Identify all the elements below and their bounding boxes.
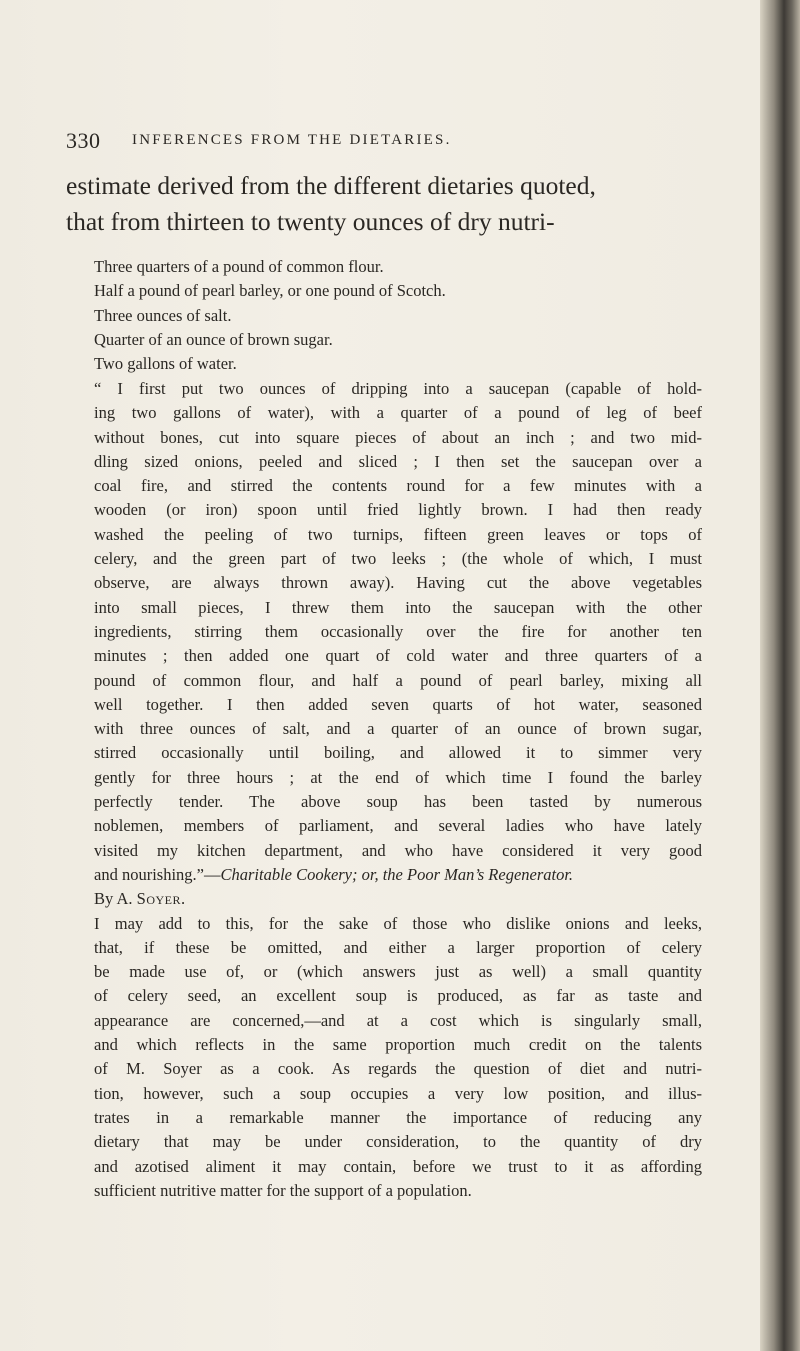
quote-line: into small pieces, I threw them into the saucepan with the other — [94, 597, 702, 617]
quote-line: well together. I then added seven quarts of hot water, seasoned — [94, 694, 702, 714]
quote-line: washed the peeling of two turnips, fifteen green leaves or tops of — [94, 524, 702, 544]
quote-line: “ I first put two ounces of dripping into a saucepan (capable of hold- — [94, 379, 702, 398]
page-number: 330 — [66, 128, 101, 153]
ingredient-item: Two gallons of water. — [94, 354, 237, 374]
author-prefix: By A. — [94, 889, 137, 909]
quote-line: ing two gallons of water), with a quarter of a pound of leg of beef — [94, 403, 702, 423]
quote-line: ingredients, stirring them occasionally over the fire for another ten — [94, 621, 702, 641]
ingredient-item: Three ounces of salt. — [94, 305, 232, 325]
closing-line: that, if these be omitted, and either a larger proportion of celery — [94, 937, 702, 957]
ingredient-list — [94, 255, 714, 376]
quote-line: observe, are always thrown away). Having cut the above vegetables — [94, 573, 702, 593]
quote-line: without bones, cut into square pieces of about an inch ; and two mid- — [94, 427, 702, 447]
closing-line: tion, however, such a soup occupies a very low position, and illus- — [94, 1083, 702, 1103]
source-title: Charitable Cookery; or, the Poor Man’s Regenerator. — [220, 864, 574, 884]
quote-line: noblemen, members of parliament, and several ladies who have lately — [94, 816, 702, 836]
attribution-line — [94, 863, 702, 887]
running-head — [66, 128, 706, 152]
closing-line: of celery seed, an excellent soup is produced, as far as taste and — [94, 986, 702, 1006]
closing-line: and azotised aliment it may contain, before we trust to it as affording — [94, 1156, 702, 1176]
quote-line: stirred occasionally until boiling, and allowed it to simmer very — [94, 743, 702, 763]
ingredient-item: Three quarters of a pound of common flour. — [94, 257, 384, 276]
closing-line: appearance are concerned,—and at a cost which is singularly small, — [94, 1010, 702, 1030]
attribution-prefix: and nourishing.”— — [94, 864, 221, 884]
quote-line: with three ounces of salt, and a quarter of an ounce of brown sugar, — [94, 719, 702, 739]
ingredient-item: Quarter of an ounce of brown sugar. — [94, 329, 333, 349]
quote-line: pound of common flour, and half a pound of pearl barley, mixing all — [94, 670, 702, 690]
quote-line: gently for three hours ; at the end of which time I found the barley — [94, 767, 702, 787]
lead-line: that from thirteen to twenty ounces of dry nutri- — [66, 207, 555, 236]
quote-line: wooden (or iron) spoon until fried lightly brown. I had then ready — [94, 500, 702, 520]
quoted-recipe — [94, 377, 702, 912]
closing-line: dietary that may be under consideration, to the quantity of dry — [94, 1132, 702, 1152]
running-title: INFERENCES FROM THE DIETARIES. — [132, 132, 452, 148]
quote-line: coal fire, and stirred the contents round for a few minutes with a — [94, 476, 702, 496]
quote-line: celery, and the green part of two leeks ; (the whole of which, I must — [94, 549, 702, 569]
closing-line: be made use of, or (which answers just as well) a small quantity — [94, 962, 702, 982]
author-name: Soyer. — [136, 889, 186, 909]
author-line — [94, 887, 702, 911]
lead-paragraph — [66, 168, 702, 240]
quote-line: dling sized onions, peeled and sliced ; I then set the saucepan over a — [94, 451, 702, 471]
quote-line: perfectly tender. The above soup has been tasted by numerous — [94, 792, 702, 812]
ingredient-item: Half a pound of pearl barley, or one pound of Scotch. — [94, 281, 446, 301]
body-text — [94, 377, 702, 1203]
closing-paragraph — [94, 912, 702, 1204]
book-gutter — [760, 0, 800, 1351]
closing-line: trates in a remarkable manner the importance of reducing any — [94, 1107, 702, 1127]
closing-line: and which reflects in the same proportion much credit on the talents — [94, 1035, 702, 1055]
closing-line: of M. Soyer as a cook. As regards the question of diet and nutri- — [94, 1059, 702, 1079]
quote-line: visited my kitchen department, and who have considered it very good — [94, 840, 702, 860]
lead-line: estimate derived from the different dietaries quoted, — [66, 171, 596, 200]
closing-line: sufficient nutritive matter for the support of a population. — [94, 1180, 472, 1200]
quote-line: minutes ; then added one quart of cold water and three quarters of a — [94, 646, 702, 666]
closing-line: I may add to this, for the sake of those who dislike onions and leeks, — [94, 913, 702, 933]
